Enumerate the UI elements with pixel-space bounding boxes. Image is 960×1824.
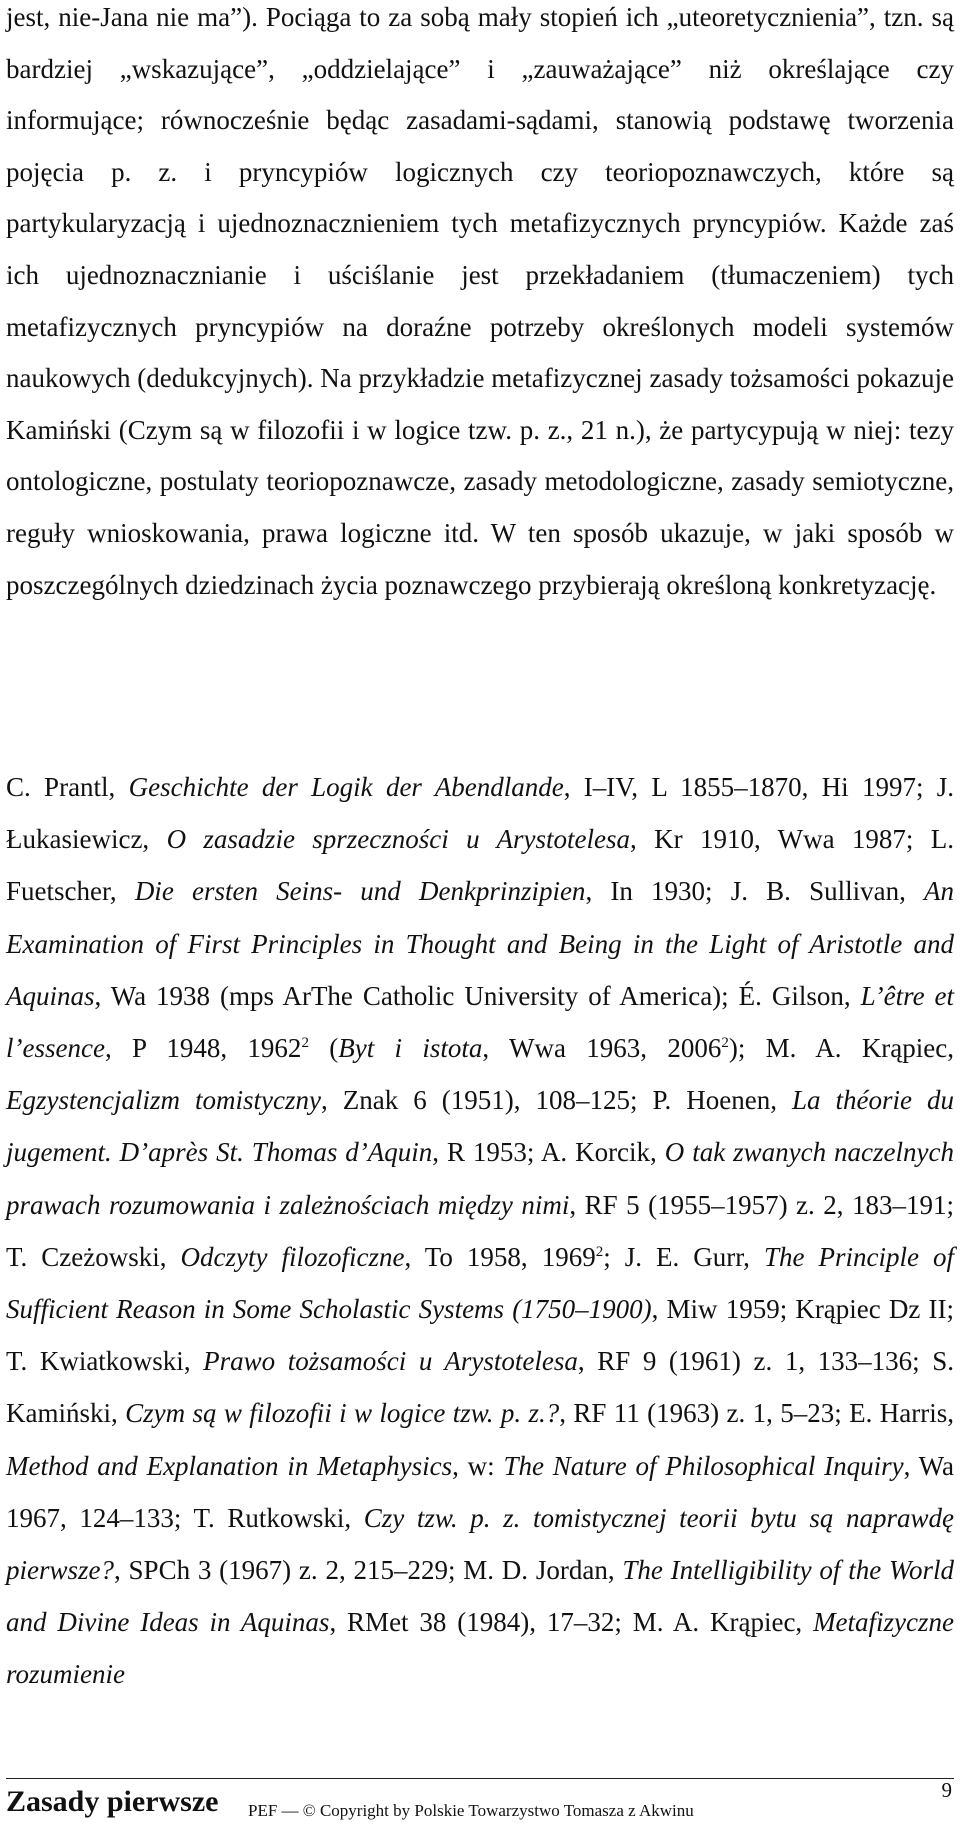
bib-title: Geschichte der Logik der Abendlande — [128, 772, 564, 802]
bib-text: , Wa 1967, 124–133; T. Rutkowski, — [6, 1450, 954, 1533]
bib-title: Die ersten Seins- und Denkprinzipien — [134, 876, 586, 907]
bib-text: , Miw 1959; Krąpiec Dz II; T. Kwiatkowski, — [6, 1294, 954, 1377]
bib-text: , P 1948, 1962 — [104, 1033, 302, 1064]
bib-text: ( — [308, 1033, 339, 1064]
bib-text: , RF 5 (1955–1957) z. 2, 183–191; T. Czeżowski, — [6, 1189, 954, 1272]
edition-superscript: 2 — [301, 1035, 309, 1052]
bib-text: , In 1930; J. B. Sullivan, — [585, 876, 924, 907]
bib-text: , Wwa 1963, 2006 — [482, 1033, 722, 1064]
page-number: 9 — [941, 1778, 952, 1802]
edition-superscript: 2 — [595, 1243, 604, 1260]
bib-title: Prawo tożsamości u Arystotelesa — [203, 1346, 578, 1377]
footer-copyright: PEF — © Copyright by Polskie Towarzystwo Tomasza z Akwinu — [248, 1801, 694, 1820]
bib-title: The Principle of Sufficient Reason in Some Scholastic Systems (1750–1900) — [6, 1241, 954, 1325]
bibliography-paragraph — [6, 761, 954, 1701]
bib-text: , Wa 1938 (mps ArThe Catholic University of America); É. Gilson, — [94, 980, 861, 1011]
body-paragraph: jest, nie-Jana nie ma”). Pociąga to za sobą mały stopień ich „uteoretycznienia”, tzn. są bardziej „wskazujące”, „oddzielające” i „zauważające” niż określające czy informujące; równocześnie będąc zasadami-sądami, stanowią podstawę tworzenia pojęcia p. z. i pryncypiów logicznych czy teoriopoznawczych, które są partykularyzacją i ujednoznacznieniem tych metafizycznych pryncypiów. Każde zaś ich ujednoznacznianie i uściślanie jest przekładaniem (tłumaczeniem) tych metafizycznych pryncypiów na doraźne potrzeby określonych modeli systemów naukowych (dedukcyjnych). Na przykładzie metafizycznej zasady tożsamości pokazuje Kamiński (Czym są w filozofii i w logice tzw. p. z., 21 n.), że partycypują w niej: tezy ontologiczne, postulaty teoriopoznawcze, zasady metodologiczne, zasady semiotyczne, reguły wnioskowania, prawa logiczne itd. W ten sposób ukazuje, w jaki sposób w poszczególnych dziedzinach życia poznawczego przybierają określoną konkretyzację. — [6, 2, 954, 600]
bib-title: Odczyty filozoficzne — [180, 1241, 405, 1272]
bib-text: , Znak 6 (1951), 108–125; P. Hoenen, — [320, 1085, 792, 1116]
bib-title: Czy tzw. p. z. tomistycznej teorii bytu są naprawdę pierwsze? — [6, 1502, 954, 1586]
bib-title: Metafizyczne rozumienie — [6, 1607, 955, 1690]
bib-text: , RF 11 (1963) z. 1, 5–23; E. Harris, — [559, 1398, 954, 1429]
bib-title: Method and Explanation in Metaphysics — [6, 1450, 453, 1481]
bib-text: C. Prantl, — [6, 772, 129, 802]
footer-title: Zasady pierwsze — [6, 1785, 219, 1818]
bib-title: O zasadzie sprzeczności u Arystotelesa — [166, 824, 630, 855]
bib-text: ; J. E. Gurr, — [603, 1241, 764, 1272]
edition-superscript: 2 — [721, 1035, 729, 1052]
bib-title: O tak zwanych naczelnych prawach rozumowania i zależnościach między nimi — [6, 1137, 955, 1220]
bib-title: The Intelligibility of the World and Divine Ideas in Aquinas — [6, 1555, 955, 1638]
page-footer — [6, 1778, 954, 1823]
bib-title: La théorie du jugement. D’après St. Thomas d’Aquin — [6, 1085, 954, 1168]
bib-title: The Nature of Philosophical Inquiry — [503, 1450, 904, 1481]
bib-title: Byt i istota — [338, 1033, 483, 1064]
bib-title: An Examination of First Principles in Thought and Being in the Light of Aristotle and Aquinas — [6, 876, 954, 1011]
bib-text: , Kr 1910, Wwa 1987; L. Fuetscher, — [6, 824, 955, 907]
document-page — [6, 0, 955, 1690]
bib-text: , RF 9 (1961) z. 1, 133–136; S. Kamiński, — [6, 1346, 954, 1429]
bib-text: , w: — [452, 1450, 504, 1481]
bib-title: L’être et l’essence — [6, 980, 955, 1064]
bib-title: Egzystencjalizm tomistyczny — [6, 1085, 321, 1116]
bib-text: , I–IV, L 1855–1870, Hi 1997; J. Łukasiewicz, — [6, 772, 955, 855]
bib-text: , RMet 38 (1984), 17–32; M. A. Krąpiec, — [329, 1607, 814, 1638]
bib-text: , To 1958, 1969 — [404, 1241, 596, 1272]
bib-text: ); M. A. Krąpiec, — [728, 1033, 955, 1064]
bib-text: , R 1953; A. Korcik, — [432, 1137, 665, 1168]
bib-text: , SPCh 3 (1967) z. 2, 215–229; M. D. Jordan, — [114, 1555, 623, 1586]
bib-title: Czym są w filozofii i w logice tzw. p. z.? — [125, 1398, 560, 1429]
